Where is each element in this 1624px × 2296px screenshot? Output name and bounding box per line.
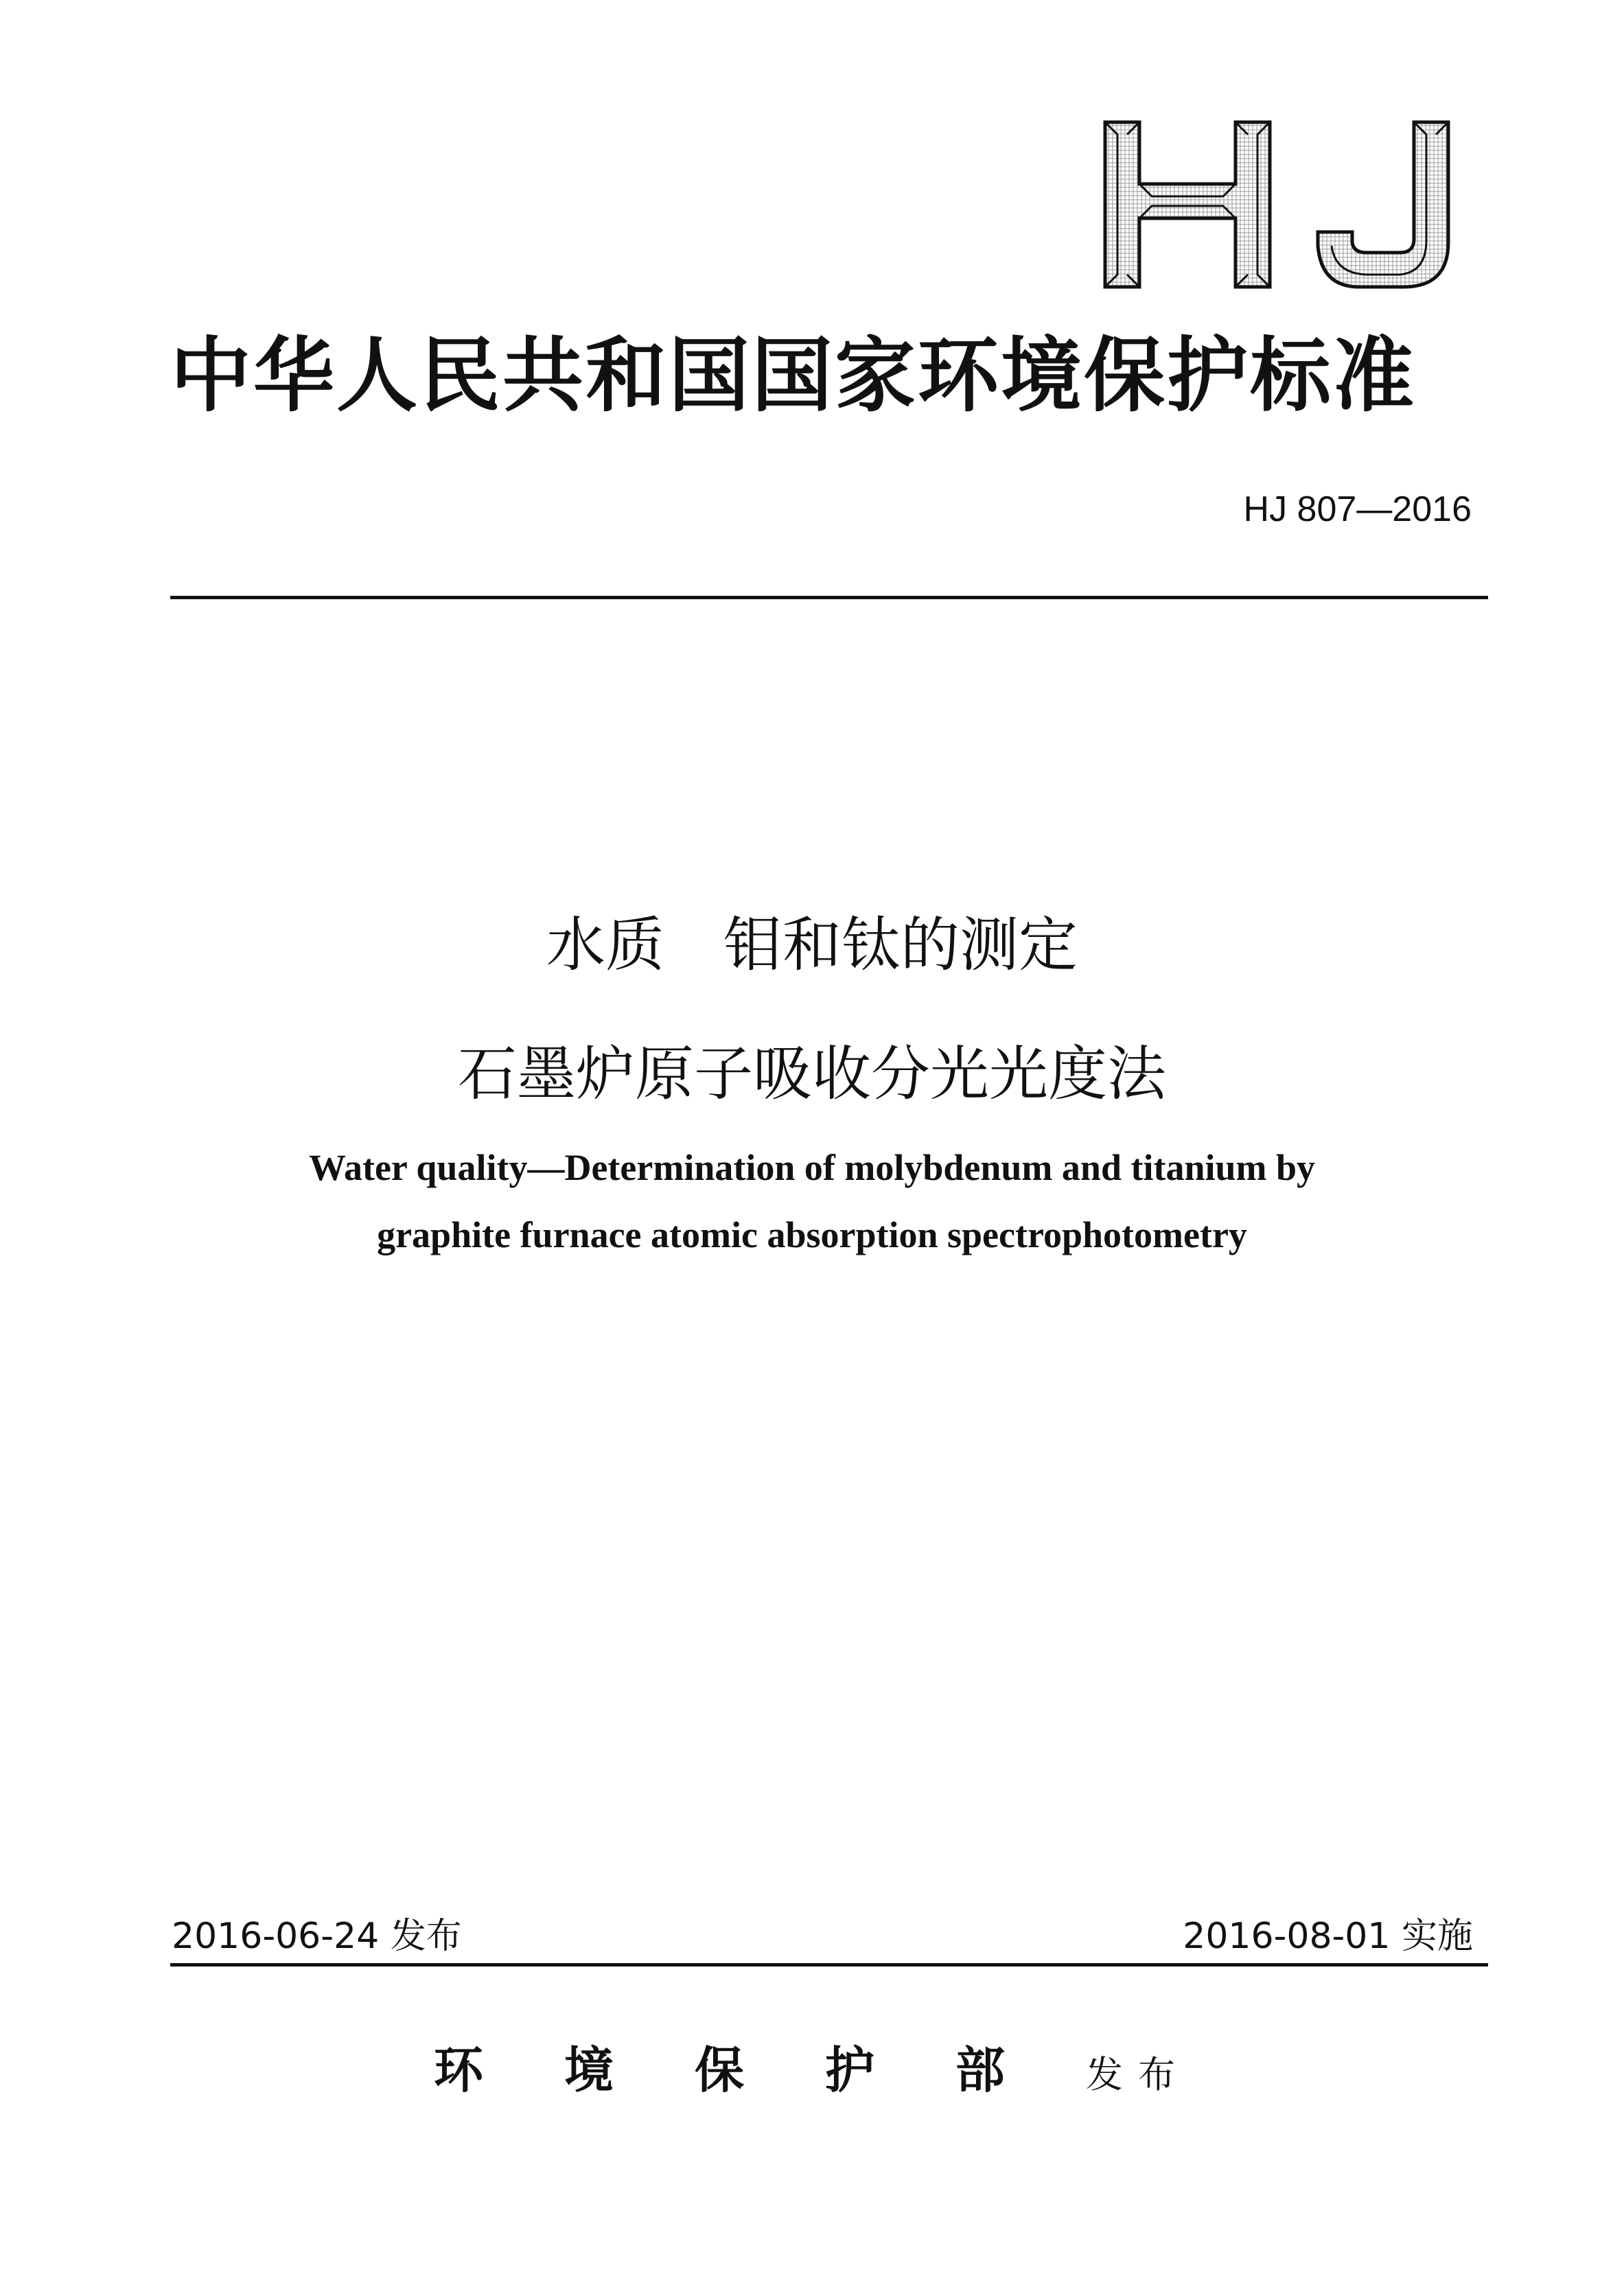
chinese-title-line-2: 石墨炉原子吸收分光光度法 [458,1040,1166,1109]
english-title-line-1: Water quality—Determination of molybdenum and titanium by [308,1147,1316,1188]
publisher-organization: 环境保护部 [433,2041,1086,2099]
english-title-line-2: graphite furnace atomic absorption spectrophotometry [377,1214,1247,1255]
issue-date: 2016-06-24 发布 [172,1916,462,1957]
header-divider [170,596,1488,599]
publisher-line [0,2030,1624,2102]
hj-logo-text: HJ [1098,115,1100,116]
publisher-action: 发布 [1086,2053,1190,2096]
standard-category-title: 中华人民共和国国家环境保护标准 [170,327,1417,423]
footer-divider [170,1963,1488,1967]
hj-logo [1098,115,1469,294]
chinese-title-line-1: 水质 钼和钛的测定 [546,911,1078,979]
standard-number: HJ 807—2016 [1243,489,1472,529]
implementation-date: 2016-08-01 实施 [1183,1916,1473,1957]
